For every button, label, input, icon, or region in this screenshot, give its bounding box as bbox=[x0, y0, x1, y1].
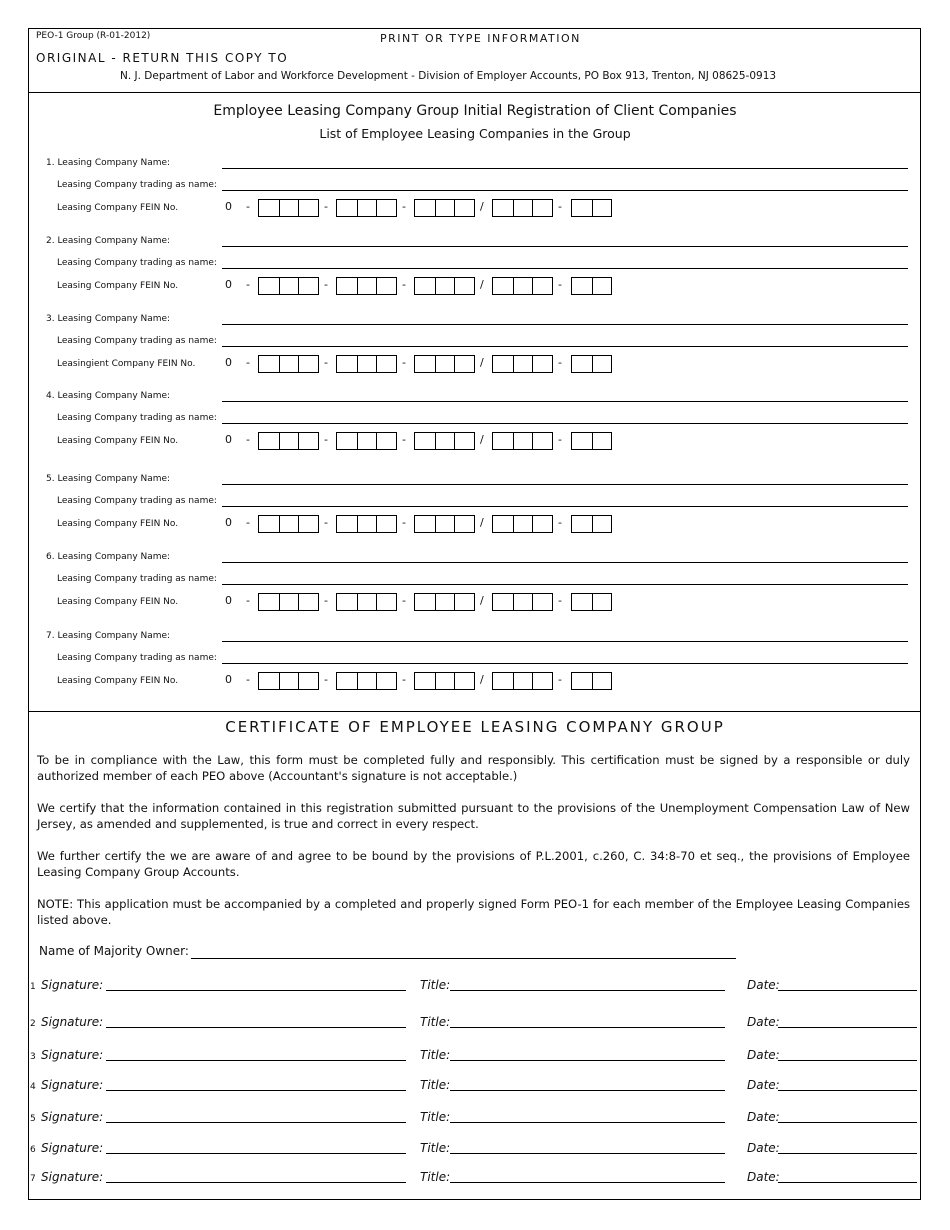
fein-digit-divider bbox=[513, 278, 514, 294]
company-name-field[interactable] bbox=[222, 641, 908, 642]
fein-separator: - bbox=[402, 356, 406, 369]
fein-input[interactable] bbox=[0, 432, 950, 450]
fein-digit-divider bbox=[298, 356, 299, 372]
company-name-field[interactable] bbox=[222, 401, 908, 402]
title-field[interactable] bbox=[450, 1122, 725, 1123]
fein-separator: / bbox=[480, 200, 484, 213]
fein-digit-divider bbox=[279, 200, 280, 216]
fein-input[interactable] bbox=[0, 199, 950, 217]
fein-digit-divider bbox=[532, 594, 533, 610]
fein-digit-divider bbox=[376, 433, 377, 449]
signature-row-number: 4 bbox=[30, 1082, 36, 1092]
fein-separator: - bbox=[246, 356, 250, 369]
fein-separator: - bbox=[558, 200, 562, 213]
fein-digit-group[interactable] bbox=[571, 515, 612, 533]
title-field[interactable] bbox=[450, 1060, 725, 1061]
print-note: PRINT OR TYPE INFORMATION bbox=[380, 32, 581, 45]
fein-digit-divider bbox=[357, 200, 358, 216]
fein-digit-divider bbox=[357, 516, 358, 532]
fein-digit-divider bbox=[532, 356, 533, 372]
fein-digit-group[interactable] bbox=[414, 355, 475, 373]
fein-digit-group[interactable] bbox=[336, 277, 397, 295]
fein-separator: / bbox=[480, 516, 484, 529]
fein-digit-divider bbox=[532, 433, 533, 449]
fein-digit-divider bbox=[435, 516, 436, 532]
majority-owner-label: Name of Majority Owner: bbox=[39, 944, 189, 958]
fein-digit-divider bbox=[279, 278, 280, 294]
fein-digit-divider bbox=[532, 673, 533, 689]
fein-digit-divider bbox=[357, 673, 358, 689]
fein-digit-divider bbox=[454, 673, 455, 689]
fein-digit-divider bbox=[532, 516, 533, 532]
fein-digit-group[interactable] bbox=[414, 432, 475, 450]
fein-digit-group[interactable] bbox=[414, 672, 475, 690]
company-fein-label: Leasingient Company FEIN No. bbox=[57, 359, 196, 369]
signature-field[interactable] bbox=[106, 1090, 406, 1091]
fein-digit-divider bbox=[513, 200, 514, 216]
fein-digit-group[interactable] bbox=[492, 593, 553, 611]
signature-label: Signature: bbox=[41, 1110, 104, 1124]
company-trading-label: Leasing Company trading as name: bbox=[57, 496, 217, 506]
fein-digit-group[interactable] bbox=[414, 199, 475, 217]
fein-prefix: 0 bbox=[225, 516, 232, 529]
date-field[interactable] bbox=[778, 1060, 917, 1061]
date-label: Date: bbox=[747, 978, 780, 992]
title-field[interactable] bbox=[450, 1090, 725, 1091]
company-trading-label: Leasing Company trading as name: bbox=[57, 336, 217, 346]
fein-digit-divider bbox=[454, 278, 455, 294]
fein-digit-divider bbox=[454, 594, 455, 610]
company-trading-field[interactable] bbox=[222, 268, 908, 269]
signature-row-number: 3 bbox=[30, 1052, 36, 1062]
header-divider bbox=[28, 92, 921, 93]
date-field[interactable] bbox=[778, 1182, 917, 1183]
fein-digit-divider bbox=[357, 278, 358, 294]
fein-digit-group[interactable] bbox=[492, 355, 553, 373]
certificate-paragraph-4: NOTE: This application must be accompanied by a completed and properly signed Form PEO-1 for each member of the Employee Leasing Companies listed above. bbox=[37, 897, 910, 927]
company-trading-field[interactable] bbox=[222, 584, 908, 585]
fein-separator: - bbox=[246, 278, 250, 291]
fein-digit-group[interactable] bbox=[571, 199, 612, 217]
date-label: Date: bbox=[747, 1048, 780, 1062]
fein-input[interactable] bbox=[0, 593, 950, 611]
fein-digit-divider bbox=[279, 356, 280, 372]
fein-separator: / bbox=[480, 673, 484, 686]
company-fein-label: Leasing Company FEIN No. bbox=[57, 281, 179, 291]
certificate-title: CERTIFICATE OF EMPLOYEE LEASING COMPANY GROUP bbox=[225, 718, 725, 736]
fein-separator: - bbox=[558, 516, 562, 529]
fein-digit-divider bbox=[376, 200, 377, 216]
fein-prefix: 0 bbox=[225, 433, 232, 446]
company-trading-label: Leasing Company trading as name: bbox=[57, 413, 217, 423]
company-name-field[interactable] bbox=[222, 484, 908, 485]
title-field[interactable] bbox=[450, 1153, 725, 1154]
fein-digit-divider bbox=[592, 516, 593, 532]
company-trading-field[interactable] bbox=[222, 663, 908, 664]
fein-digit-group[interactable] bbox=[571, 432, 612, 450]
fein-prefix: 0 bbox=[225, 356, 232, 369]
signature-field[interactable] bbox=[106, 1122, 406, 1123]
date-field[interactable] bbox=[778, 1122, 917, 1123]
date-label: Date: bbox=[747, 1015, 780, 1029]
company-fein-label: Leasing Company FEIN No. bbox=[57, 203, 179, 213]
fein-digit-divider bbox=[279, 673, 280, 689]
company-trading-field[interactable] bbox=[222, 346, 908, 347]
certificate-paragraph-3: We further certify the we are aware of and agree to be bound by the provisions of P.L.2001, c.260, C. 34:8-70 et seq., the provisions of Employee Leasing Company Group Accounts. bbox=[37, 849, 910, 879]
fein-digit-divider bbox=[592, 594, 593, 610]
return-note: ORIGINAL - RETURN THIS COPY TO bbox=[36, 51, 289, 65]
fein-digit-divider bbox=[435, 200, 436, 216]
fein-digit-divider bbox=[435, 673, 436, 689]
fein-digit-divider bbox=[298, 594, 299, 610]
company-name-label: 7. Leasing Company Name: bbox=[46, 631, 171, 641]
fein-separator: - bbox=[402, 673, 406, 686]
fein-digit-divider bbox=[279, 516, 280, 532]
fein-digit-divider bbox=[357, 594, 358, 610]
signature-label: Signature: bbox=[41, 1048, 104, 1062]
fein-digit-group[interactable] bbox=[492, 277, 553, 295]
company-name-label: 4. Leasing Company Name: bbox=[46, 391, 171, 401]
fein-digit-divider bbox=[298, 200, 299, 216]
fein-separator: / bbox=[480, 356, 484, 369]
signature-label: Signature: bbox=[41, 1141, 104, 1155]
fein-digit-divider bbox=[376, 516, 377, 532]
signature-field[interactable] bbox=[106, 1182, 406, 1183]
fein-digit-group[interactable] bbox=[336, 199, 397, 217]
fein-separator: - bbox=[558, 673, 562, 686]
section-title: Employee Leasing Company Group Initial Registration of Client Companies bbox=[213, 103, 737, 119]
company-fein-label: Leasing Company FEIN No. bbox=[57, 519, 179, 529]
signature-row-number: 5 bbox=[30, 1114, 36, 1124]
fein-separator: - bbox=[324, 278, 328, 291]
fein-digit-divider bbox=[376, 594, 377, 610]
company-fein-label: Leasing Company FEIN No. bbox=[57, 676, 179, 686]
fein-digit-group[interactable] bbox=[258, 432, 319, 450]
company-trading-label: Leasing Company trading as name: bbox=[57, 653, 217, 663]
fein-digit-divider bbox=[454, 433, 455, 449]
fein-separator: - bbox=[246, 433, 250, 446]
fein-prefix: 0 bbox=[225, 278, 232, 291]
fein-digit-divider bbox=[592, 200, 593, 216]
signature-label: Signature: bbox=[41, 1078, 104, 1092]
fein-separator: - bbox=[246, 594, 250, 607]
fein-digit-group[interactable] bbox=[336, 672, 397, 690]
company-trading-label: Leasing Company trading as name: bbox=[57, 574, 217, 584]
signature-row-number: 1 bbox=[30, 982, 36, 992]
signature-field[interactable] bbox=[106, 1027, 406, 1028]
fein-separator: - bbox=[558, 278, 562, 291]
fein-digit-group[interactable] bbox=[571, 355, 612, 373]
company-trading-field[interactable] bbox=[222, 423, 908, 424]
fein-separator: / bbox=[480, 278, 484, 291]
fein-digit-group[interactable] bbox=[414, 277, 475, 295]
fein-digit-group[interactable] bbox=[414, 593, 475, 611]
fein-separator: - bbox=[246, 673, 250, 686]
fein-digit-divider bbox=[592, 433, 593, 449]
fein-digit-group[interactable] bbox=[258, 355, 319, 373]
fein-separator: - bbox=[246, 200, 250, 213]
title-label: Title: bbox=[420, 978, 451, 992]
fein-digit-divider bbox=[454, 516, 455, 532]
company-fein-label: Leasing Company FEIN No. bbox=[57, 436, 179, 446]
fein-separator: - bbox=[402, 200, 406, 213]
fein-digit-divider bbox=[532, 200, 533, 216]
title-label: Title: bbox=[420, 1048, 451, 1062]
fein-input[interactable] bbox=[0, 672, 950, 690]
date-field[interactable] bbox=[778, 1090, 917, 1091]
company-name-label: 2. Leasing Company Name: bbox=[46, 236, 171, 246]
fein-digit-group[interactable] bbox=[492, 672, 553, 690]
company-trading-label: Leasing Company trading as name: bbox=[57, 180, 217, 190]
section-subtitle: List of Employee Leasing Companies in the Group bbox=[319, 126, 631, 141]
fein-input[interactable] bbox=[0, 277, 950, 295]
fein-digit-divider bbox=[435, 433, 436, 449]
fein-digit-group[interactable] bbox=[414, 515, 475, 533]
fein-digit-group[interactable] bbox=[258, 277, 319, 295]
company-trading-field[interactable] bbox=[222, 190, 908, 191]
fein-digit-divider bbox=[298, 433, 299, 449]
date-label: Date: bbox=[747, 1141, 780, 1155]
fein-digit-group[interactable] bbox=[336, 355, 397, 373]
fein-input[interactable] bbox=[0, 355, 950, 373]
company-name-label: 1. Leasing Company Name: bbox=[46, 158, 171, 168]
fein-digit-group[interactable] bbox=[571, 277, 612, 295]
title-field[interactable] bbox=[450, 1182, 725, 1183]
fein-digit-divider bbox=[513, 594, 514, 610]
fein-separator: / bbox=[480, 594, 484, 607]
fein-digit-group[interactable] bbox=[571, 672, 612, 690]
fein-digit-divider bbox=[592, 673, 593, 689]
company-name-field[interactable] bbox=[222, 246, 908, 247]
date-field[interactable] bbox=[778, 1027, 917, 1028]
date-label: Date: bbox=[747, 1078, 780, 1092]
fein-digit-divider bbox=[592, 278, 593, 294]
fein-digit-divider bbox=[298, 516, 299, 532]
company-name-field[interactable] bbox=[222, 168, 908, 169]
fein-digit-divider bbox=[376, 278, 377, 294]
signature-field[interactable] bbox=[106, 990, 406, 991]
fein-digit-divider bbox=[513, 516, 514, 532]
company-trading-field[interactable] bbox=[222, 506, 908, 507]
date-label: Date: bbox=[747, 1110, 780, 1124]
company-name-field[interactable] bbox=[222, 324, 908, 325]
signature-field[interactable] bbox=[106, 1060, 406, 1061]
fein-digit-divider bbox=[513, 433, 514, 449]
title-field[interactable] bbox=[450, 990, 725, 991]
fein-digit-divider bbox=[435, 278, 436, 294]
return-address: N. J. Department of Labor and Workforce Development - Division of Employer Accounts, PO Box 913, Trenton, NJ 08625-0913 bbox=[120, 70, 777, 82]
fein-digit-group[interactable] bbox=[258, 515, 319, 533]
fein-digit-group[interactable] bbox=[336, 593, 397, 611]
fein-separator: - bbox=[324, 594, 328, 607]
company-name-label: 3. Leasing Company Name: bbox=[46, 314, 171, 324]
fein-digit-divider bbox=[454, 356, 455, 372]
company-name-field[interactable] bbox=[222, 562, 908, 563]
fein-digit-divider bbox=[298, 278, 299, 294]
fein-prefix: 0 bbox=[225, 200, 232, 213]
majority-owner-field[interactable] bbox=[191, 958, 736, 959]
fein-digit-divider bbox=[532, 278, 533, 294]
fein-digit-divider bbox=[435, 594, 436, 610]
fein-digit-group[interactable] bbox=[571, 593, 612, 611]
fein-input[interactable] bbox=[0, 515, 950, 533]
fein-digit-divider bbox=[376, 673, 377, 689]
fein-digit-group[interactable] bbox=[492, 515, 553, 533]
fein-digit-divider bbox=[454, 200, 455, 216]
fein-separator: - bbox=[558, 356, 562, 369]
fein-separator: - bbox=[402, 516, 406, 529]
title-label: Title: bbox=[420, 1141, 451, 1155]
fein-digit-divider bbox=[513, 356, 514, 372]
form-id: PEO-1 Group (R-01-2012) bbox=[36, 31, 151, 41]
signature-row-number: 2 bbox=[30, 1019, 36, 1029]
title-label: Title: bbox=[420, 1170, 451, 1184]
fein-prefix: 0 bbox=[225, 594, 232, 607]
fein-separator: - bbox=[246, 516, 250, 529]
certificate-paragraph-2: We certify that the information contained in this registration submitted pursuant to the provisions of the Unemployment Compensation Law of New Jersey, as amended and supplemented, is true and correct in every respect. bbox=[37, 801, 910, 831]
fein-digit-divider bbox=[376, 356, 377, 372]
fein-separator: - bbox=[402, 594, 406, 607]
title-label: Title: bbox=[420, 1110, 451, 1124]
title-field[interactable] bbox=[450, 1027, 725, 1028]
fein-digit-divider bbox=[357, 433, 358, 449]
fein-digit-divider bbox=[435, 356, 436, 372]
fein-separator: / bbox=[480, 433, 484, 446]
fein-digit-group[interactable] bbox=[492, 199, 553, 217]
company-trading-label: Leasing Company trading as name: bbox=[57, 258, 217, 268]
fein-digit-group[interactable] bbox=[336, 432, 397, 450]
company-name-label: 6. Leasing Company Name: bbox=[46, 552, 171, 562]
fein-separator: - bbox=[324, 356, 328, 369]
date-field[interactable] bbox=[778, 990, 917, 991]
fein-digit-group[interactable] bbox=[258, 672, 319, 690]
fein-digit-group[interactable] bbox=[336, 515, 397, 533]
fein-digit-divider bbox=[279, 433, 280, 449]
fein-separator: - bbox=[324, 433, 328, 446]
fein-separator: - bbox=[402, 278, 406, 291]
fein-digit-divider bbox=[513, 673, 514, 689]
date-field[interactable] bbox=[778, 1153, 917, 1154]
section-divider bbox=[28, 711, 921, 712]
fein-separator: - bbox=[324, 516, 328, 529]
signature-label: Signature: bbox=[41, 978, 104, 992]
title-label: Title: bbox=[420, 1015, 451, 1029]
fein-digit-group[interactable] bbox=[258, 199, 319, 217]
signature-field[interactable] bbox=[106, 1153, 406, 1154]
fein-digit-group[interactable] bbox=[258, 593, 319, 611]
certificate-paragraph-1: To be in compliance with the Law, this form must be completed fully and responsibly. This certification must be signed by a responsible or duly authorized member of each PEO above (Accountant's signature is not acceptable.) bbox=[37, 753, 910, 783]
fein-digit-divider bbox=[357, 356, 358, 372]
fein-digit-group[interactable] bbox=[492, 432, 553, 450]
signature-label: Signature: bbox=[41, 1015, 104, 1029]
company-fein-label: Leasing Company FEIN No. bbox=[57, 597, 179, 607]
date-label: Date: bbox=[747, 1170, 780, 1184]
fein-separator: - bbox=[324, 673, 328, 686]
signature-row-number: 6 bbox=[30, 1145, 36, 1155]
fein-digit-divider bbox=[279, 594, 280, 610]
fein-separator: - bbox=[324, 200, 328, 213]
fein-separator: - bbox=[558, 433, 562, 446]
fein-separator: - bbox=[558, 594, 562, 607]
signature-label: Signature: bbox=[41, 1170, 104, 1184]
fein-prefix: 0 bbox=[225, 673, 232, 686]
fein-digit-divider bbox=[298, 673, 299, 689]
fein-separator: - bbox=[402, 433, 406, 446]
signature-row-number: 7 bbox=[30, 1174, 36, 1184]
company-name-label: 5. Leasing Company Name: bbox=[46, 474, 171, 484]
fein-digit-divider bbox=[592, 356, 593, 372]
title-label: Title: bbox=[420, 1078, 451, 1092]
